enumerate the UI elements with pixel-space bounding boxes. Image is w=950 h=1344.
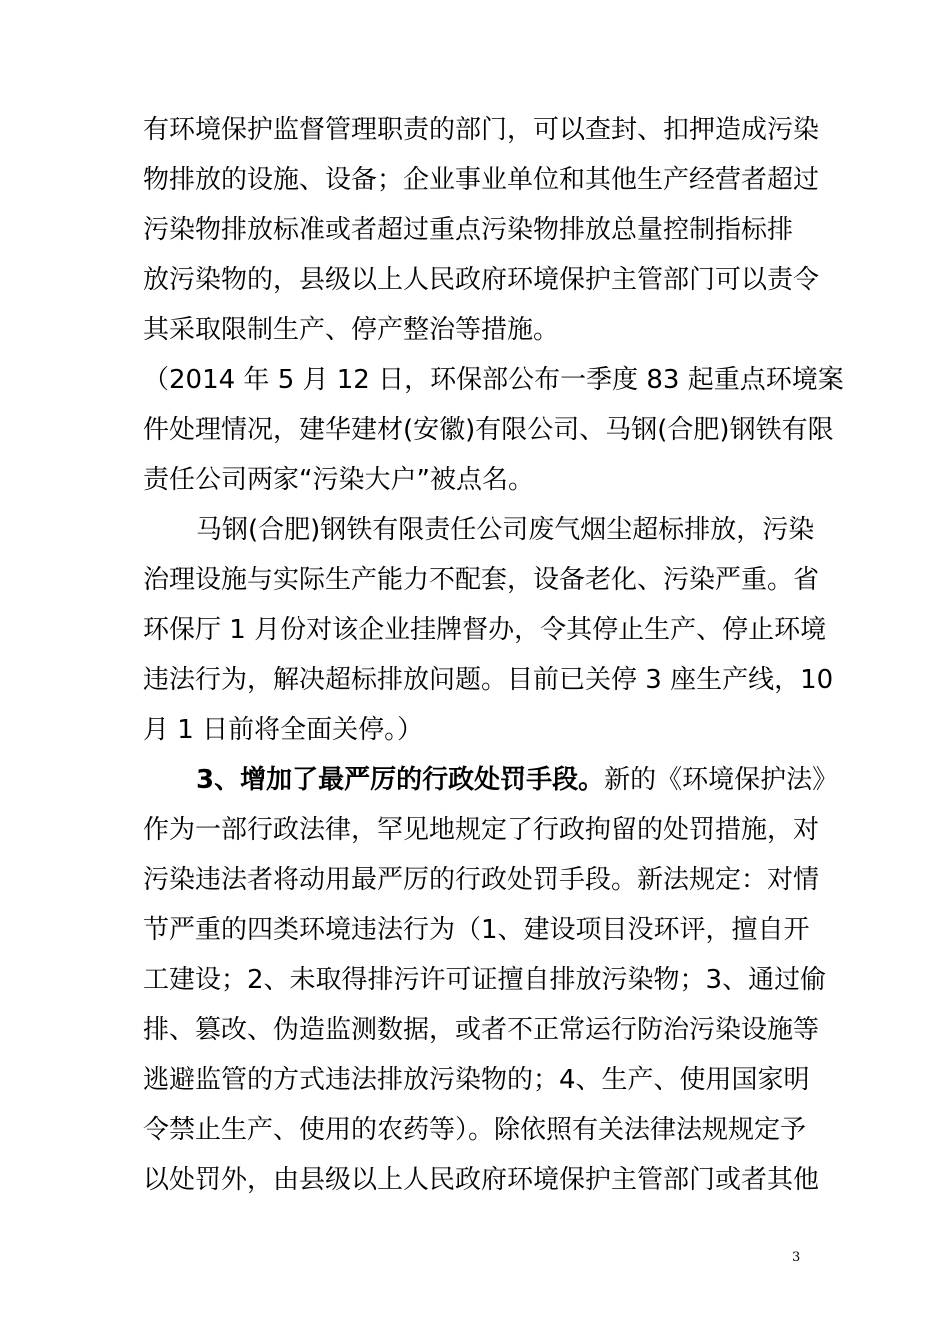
page-number: 3 (792, 1250, 801, 1265)
text-line: 污染违法者将动用最严厉的行政处罚手段。新法规定：对情 (143, 865, 820, 895)
text-line: 有环境保护监督管理职责的部门，可以查封、扣押造成污染 (143, 115, 820, 145)
text-line: 责任公司两家“污染大户”被点名。 (143, 465, 534, 495)
section-heading-line (196, 763, 876, 797)
text-line: 节严重的四类环境违法行为（1、建设项目没环评，擅自开 (143, 915, 810, 945)
text-line: 作为一部行政法律，罕见地规定了行政拘留的处罚措施，对 (143, 815, 820, 845)
text-line: （2014 年 5 月 12 日，环保部公布一季度 83 起重点环境案 (143, 365, 844, 395)
text-line: 令禁止生产、使用的农药等）。除依照有关法律法规规定予 (143, 1115, 807, 1145)
text-line: 物排放的设施、设备；企业事业单位和其他生产经营者超过 (143, 165, 820, 195)
text-line: 以处罚外，由县级以上人民政府环境保护主管部门或者其他 (143, 1165, 820, 1195)
text-line: 其采取限制生产、停产整治等措施。 (143, 315, 560, 345)
text-line: 治理设施与实际生产能力不配套，设备老化、污染严重。省 (143, 565, 820, 595)
text-line: 件处理情况，建华建材(安徽)有限公司、马钢(合肥)钢铁有限 (143, 415, 834, 445)
section-heading-continuation: 新的《环境保护法》 (604, 765, 839, 795)
section-heading: 3、增加了最严厉的行政处罚手段。 (196, 765, 605, 795)
text-line: 马钢(合肥)钢铁有限责任公司废气烟尘超标排放，污染 (196, 515, 815, 545)
text-line: 排、篡改、伪造监测数据，或者不正常运行防治污染设施等 (143, 1015, 820, 1045)
text-line: 逃避监管的方式违法排放污染物的；4、生产、使用国家明 (143, 1065, 810, 1095)
text-line: 环保厅 1 月份对该企业挂牌督办，令其停止生产、停止环境 (143, 615, 827, 645)
text-line: 违法行为，解决超标排放问题。目前已关停 3 座生产线，10 (143, 665, 834, 695)
text-line: 污染物排放标准或者超过重点污染物排放总量控制指标排 (143, 215, 794, 245)
text-line: 工建设；2、未取得排污许可证擅自排放污染物；3、通过偷 (143, 965, 827, 995)
text-line: 月 1 日前将全面关停。） (143, 715, 424, 745)
text-line: 放污染物的，县级以上人民政府环境保护主管部门可以责令 (143, 265, 820, 295)
